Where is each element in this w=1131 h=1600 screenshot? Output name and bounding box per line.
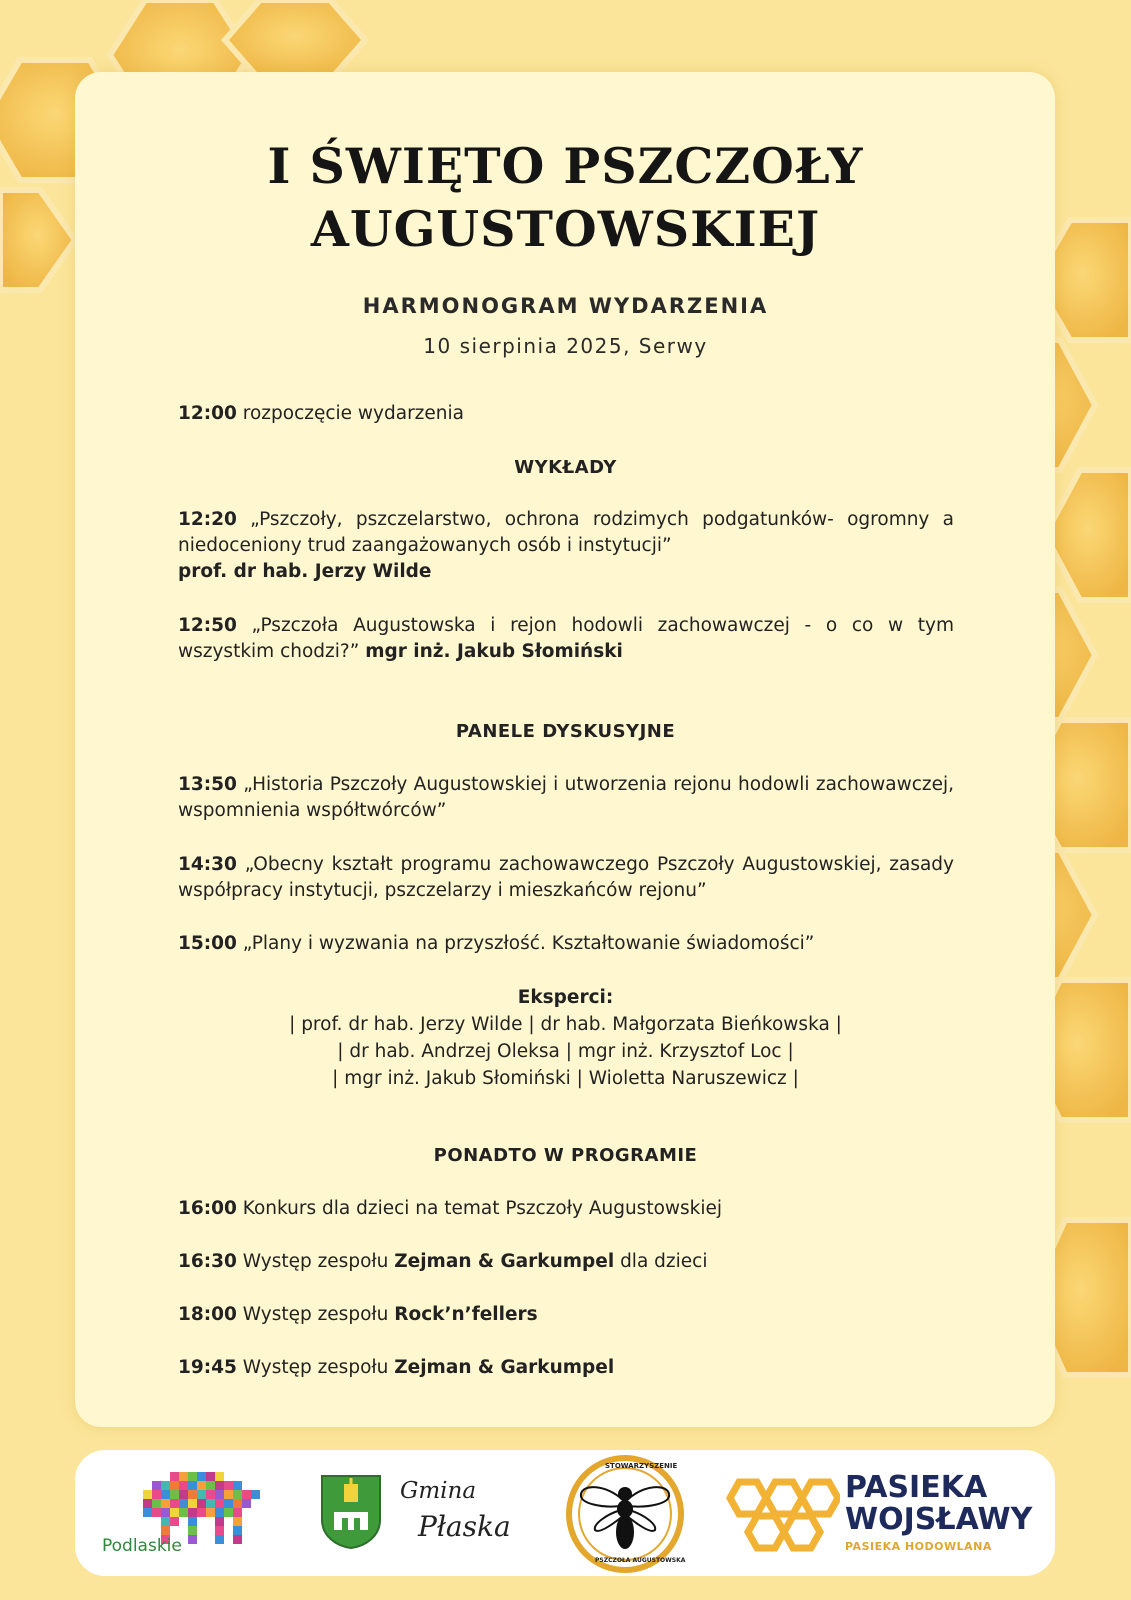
event-date: 10 sierpinia 2025, Serwy bbox=[423, 334, 708, 358]
time: 16:30 bbox=[178, 1251, 237, 1272]
schedule-item-opening bbox=[178, 401, 954, 427]
item-text: rozpoczęcie wydarzenia bbox=[242, 403, 464, 424]
schedule-heading: HARMONOGRAM WYDARZENIA bbox=[362, 294, 769, 318]
time: 14:30 bbox=[178, 854, 237, 875]
time: 13:50 bbox=[178, 774, 237, 795]
item-text: „Obecny kształt programu zachowawczego Pszczoły Augustowskiej, zasady współpracy instytucji, pszczelarzy i mieszkańców rejonu” bbox=[178, 854, 954, 901]
schedule-item-panel-2 bbox=[178, 852, 954, 904]
schedule-card bbox=[75, 72, 1055, 1427]
band-name: Rock’n’fellers bbox=[394, 1304, 538, 1325]
bison-mosaic-icon bbox=[100, 1464, 280, 1544]
stowarzyszenie-label: STOWARZYSZENIE bbox=[605, 1462, 678, 1470]
title-line-2: AUGUSTOWSKIEJ bbox=[310, 200, 821, 258]
experts-line-1: | prof. dr hab. Jerzy Wilde | dr hab. Małgorzata Bieńkowska | bbox=[289, 1014, 842, 1035]
podlaskie-label: Podlaskie bbox=[102, 1536, 182, 1556]
band-name: Zejman & Garkumpel bbox=[394, 1251, 615, 1272]
schedule-item-panel-3 bbox=[178, 931, 954, 957]
stowarzyszenie-sublabel: PSZCZOŁA AUGUSTOWSKA bbox=[595, 1557, 686, 1564]
pasieka-sublabel: PASIEKA HODOWLANA bbox=[845, 1540, 992, 1553]
schedule-item-extra-1 bbox=[178, 1196, 954, 1222]
item-text: Występ zespołu bbox=[242, 1251, 395, 1272]
band-name: Zejman & Garkumpel bbox=[394, 1357, 615, 1378]
section-lectures: WYKŁADY bbox=[514, 457, 617, 478]
coat-of-arms-icon bbox=[320, 1474, 382, 1550]
time: 15:00 bbox=[178, 933, 237, 954]
time: 12:20 bbox=[178, 509, 237, 530]
experts-heading: Eksperci: bbox=[517, 987, 614, 1008]
item-text: „Historia Pszczoły Augustowskiej i utworzenia rejonu hodowli zachowawczej, wspomnienia współtwórców” bbox=[178, 774, 954, 821]
pasieka-wojslawy-logo bbox=[725, 1468, 1035, 1563]
time: 12:50 bbox=[178, 615, 237, 636]
page-title bbox=[0, 135, 1131, 261]
speaker: prof. dr hab. Jerzy Wilde bbox=[178, 561, 432, 582]
experts-line-2: | dr hab. Andrzej Oleksa | mgr inż. Krzysztof Loc | bbox=[337, 1041, 794, 1062]
time: 12:00 bbox=[178, 403, 237, 424]
schedule-item-extra-4 bbox=[178, 1355, 954, 1381]
gmina-label-line-1: Gmina bbox=[400, 1478, 477, 1504]
item-text: „Pszczoły, pszczelarstwo, ochrona rodzimych podgatunków- ogromny a niedoceniony trud zaangażowanych osób i instytucji” bbox=[178, 509, 954, 556]
item-text: Konkurs dla dzieci na temat Pszczoły Augustowskiej bbox=[242, 1198, 723, 1219]
bee-emblem-icon bbox=[565, 1454, 685, 1574]
pasieka-label-line-1: PASIEKA bbox=[845, 1470, 988, 1505]
gmina-plaska-logo bbox=[320, 1470, 540, 1560]
item-text: Występ zespołu bbox=[242, 1304, 395, 1325]
time: 18:00 bbox=[178, 1304, 237, 1325]
podlaskie-logo bbox=[100, 1464, 280, 1564]
sponsors-footer bbox=[75, 1450, 1055, 1576]
pasieka-label-line-2: WOJSŁAWY bbox=[845, 1502, 1033, 1537]
schedule-item-lecture-2 bbox=[178, 613, 954, 665]
schedule-item-lecture-1 bbox=[178, 507, 954, 585]
experts-line-3: | mgr inż. Jakub Słomiński | Wioletta Naruszewicz | bbox=[332, 1068, 799, 1089]
item-text: „Plany i wyzwania na przyszłość. Kształtowanie świadomości” bbox=[242, 933, 815, 954]
stowarzyszenie-logo bbox=[565, 1454, 690, 1574]
title-line-1: I ŚWIĘTO PSZCZOŁY bbox=[267, 137, 864, 195]
schedule-item-extra-2 bbox=[178, 1249, 954, 1275]
section-extra: PONADTO W PROGRAMIE bbox=[433, 1145, 698, 1166]
speaker: mgr inż. Jakub Słomiński bbox=[365, 641, 623, 662]
schedule-item-panel-1 bbox=[178, 772, 954, 824]
item-text-post: dla dzieci bbox=[614, 1251, 708, 1272]
gmina-label-line-2: Płaska bbox=[418, 1510, 511, 1543]
experts-block bbox=[0, 984, 1131, 1092]
time: 16:00 bbox=[178, 1198, 237, 1219]
item-text: Występ zespołu bbox=[242, 1357, 395, 1378]
time: 19:45 bbox=[178, 1357, 237, 1378]
item-text: „Pszczoła Augustowska i rejon hodowli zachowawczej - o co w tym wszystkim chodzi?” bbox=[178, 615, 954, 662]
schedule-item-extra-3 bbox=[178, 1302, 954, 1328]
honeycomb-logo-icon bbox=[725, 1476, 840, 1556]
section-panels: PANELE DYSKUSYJNE bbox=[455, 721, 676, 742]
